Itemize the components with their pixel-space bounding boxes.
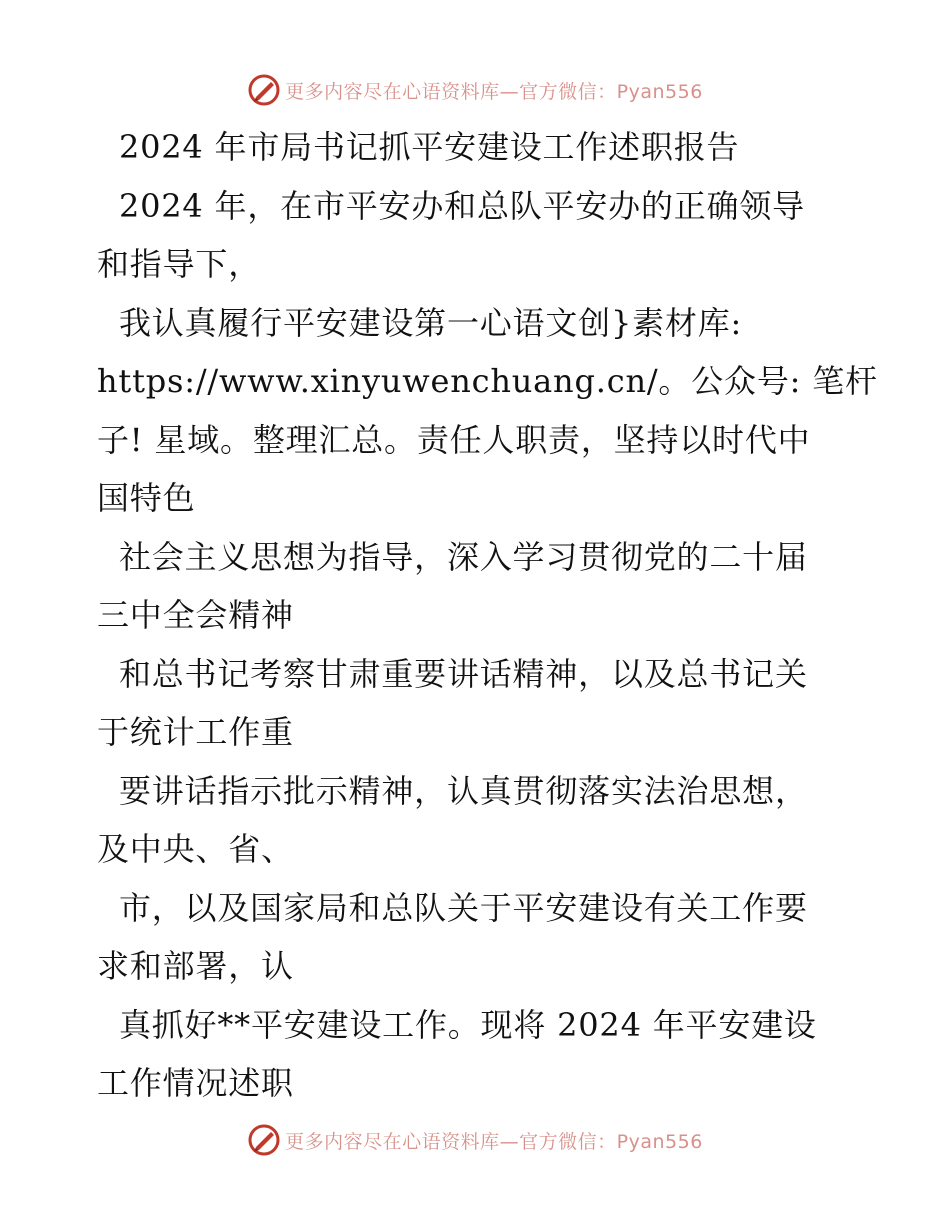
- paragraph-line: 工作情况述职: [97, 1064, 294, 1102]
- pen-logo-icon: [247, 73, 281, 107]
- paragraph-line: 市，以及国家局和总队关于平安建设有关工作要: [97, 888, 808, 927]
- paragraph-line: 社会主义思想为指导，深入学习贯彻党的二十届: [97, 537, 808, 576]
- paragraph-line: 国特色: [97, 479, 196, 517]
- pen-logo-icon: [247, 1123, 281, 1157]
- paragraph-line: 和总书记考察甘肃重要讲话精神，以及总书记关: [97, 654, 808, 693]
- paragraph-line: 于统计工作重: [97, 713, 294, 751]
- paragraph-line: 我认真履行平安建设第一心语文创}素材库:: [97, 303, 743, 342]
- header-watermark: [0, 70, 950, 110]
- paragraph-line: 求和部署，认: [97, 947, 294, 985]
- paragraph-line: 及中央、省、: [97, 830, 294, 868]
- paragraph-line: 要讲话指示批示精神，认真贯彻落实法治思想，: [97, 771, 808, 810]
- watermark-text: 更多内容尽在心语资料库—官方微信：Pyan556: [285, 80, 703, 103]
- paragraph-line: 和指导下，: [97, 245, 262, 283]
- paragraph-line: 三中全会精神: [97, 596, 294, 634]
- paragraph-line: https://www.xinyuwenchuang.cn/。公众号: 笔杆: [97, 362, 878, 400]
- watermark-text: 更多内容尽在心语资料库—官方微信：Pyan556: [285, 1130, 703, 1153]
- document-body: [97, 125, 878, 1120]
- paragraph-line: 真抓好**平安建设工作。现将 2024 年平安建设: [97, 1005, 817, 1044]
- paragraph-line: 子! 星域。整理汇总。责任人职责，坚持以时代中: [97, 420, 811, 459]
- paragraph-line: 2024 年，在市平安办和总队平安办的正确领导: [97, 186, 805, 225]
- document-title: 2024 年市局书记抓平安建设工作述职报告: [97, 128, 740, 166]
- footer-watermark: [0, 1120, 950, 1160]
